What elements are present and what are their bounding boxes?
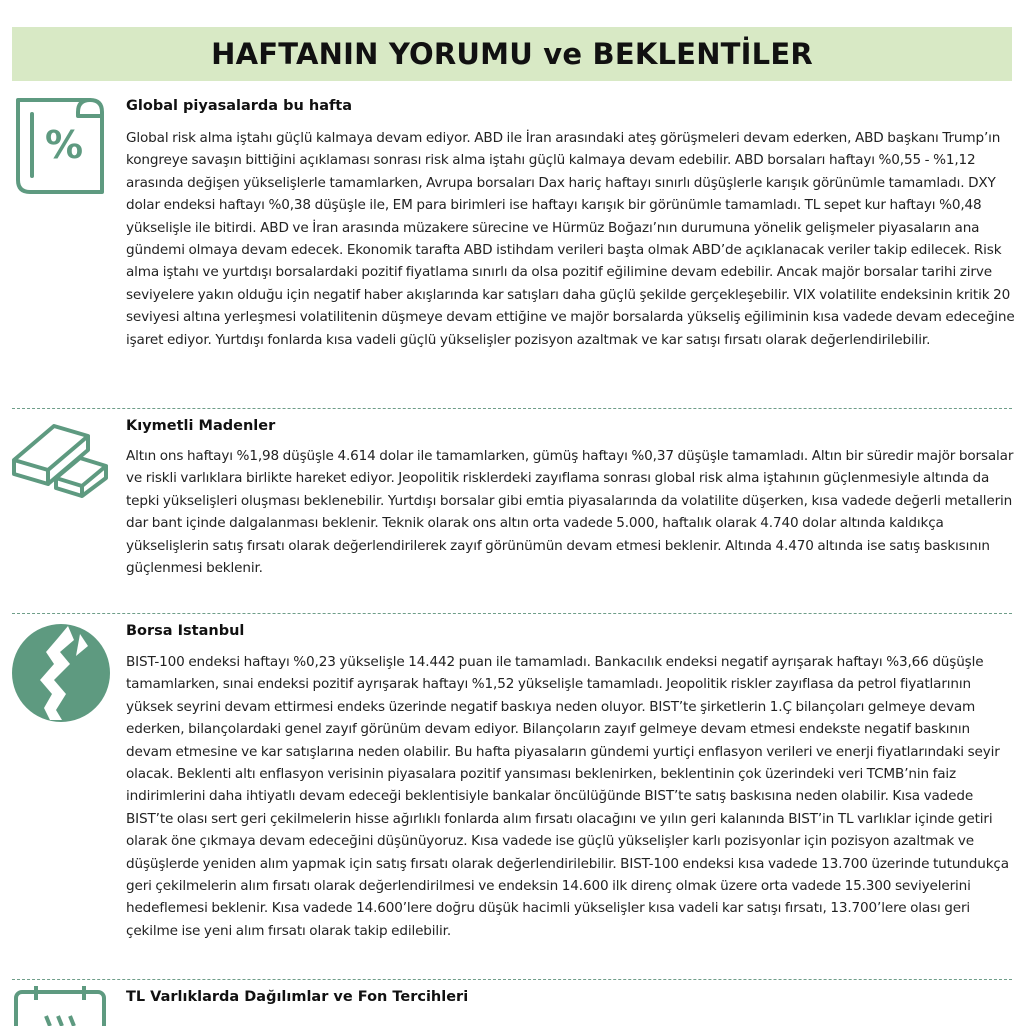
percent-scroll-icon [10, 96, 110, 196]
title-banner [12, 27, 1012, 81]
section-body: BIST-100 endeksi haftayı %0,23 yükselişle 14.442 puan ile tamamladı. Bankacılık endeksi negatif ayrışarak haftayı %3,66 düşüşle tamamlarken, sınai endeksi pozitif ayrışarak haftayı %1,52 yükselişle tamamladı. Jeopolitik riskler zayıflasa da petrol fiyatlarının yüksek seyrini devam ettirmesi endeks üzerinde negatif baskıya neden oluyor. BIST’te şirketlerin 1.Ç bilançoları gelmeye devam ederken, bilançolardaki genel zayıf görünüm devam ediyor. Bilançoların zayıf gelmeye devam etmesi endekste negatif baskının devam etmesine ve kar satışlarına neden olabilir. Bu hafta piyasaların gündemi yurtiçi enflasyon verileri ve enerji fiyatlarındaki seyir olacak. Beklenti altı enflasyon verisinin piyasalara pozitif yansıması beklenirken, beklentinin çok üzerindeki veri TCMB’nin faiz indirimlerini daha ihtiyatlı devam edeceği beklentisiyle bankalar öncülüğünde BIST’te satış baskısına neden olabilir. Kısa vadede BIST’te olası sert geri çekilmelerin hisse ağırlıklı fonlarda alım fırsatı olacağını ve yılın geri kalanında BIST’in TL varlıklar içinde getiri olarak öne çıkmaya devam edeceğini düşünüyoruz. Kısa vadede ise güçlü yükselişler karlı pozisyonlar için pozisyon azaltmak ve düşüşlerde yeniden alım yapmak için satış fırsatı olarak değerlendirilebilir. BIST-100 endeksi kısa vadede 13.700 üzerinde tutundukça geri çekilmelerin alım fırsatı olarak değerlendirilmesi ve endeksin 14.600 ilk direnç olmak üzere orta vadede 15.300 seviyelerini hedeflemesi beklenir. Kısa vadede 14.600’lere doğru düşük hacimli yükselişler kısa vadeli kar satışı fırsatı, 13.700’lere olası geri çekilme ise yeni alım fırsatı olarak takip edilebilir. [126, 654, 1009, 939]
svg-text:%: % [44, 123, 84, 167]
section-body: Global risk alma iştahı güçlü kalmaya devam ediyor. ABD ile İran arasındaki ateş görüşmeleri devam ederken, ABD başkanı Trump’ın kongreye savaşın bittiğini açıklaması sonrası risk alma iştahı güçlü kalmaya devam edebilir. ABD borsaları haftayı %0,55 - %1,12 arasında değişen yükselişlerle tamamlarken, Avrupa borsaları Dax hariç haftayı sınırlı düşüşlerle karışık görünümle tamamladı. DXY dolar endeksi haftayı %0,38 düşüşle ile, EM para birimleri ise haftayı karışık bir görünümle tamamladı. TL sepet kur haftayı %0,48 yükselişle ile bitirdi. ABD ve İran arasında müzakere sürecine ve Hürmüz Boğazı’nın durumuna yönelik gelişmeler piyasaların ana gündemi olmaya devam edecek. Ekonomik tarafta ABD istihdam verileri başta olmak ABD’de açıklanacak veriler takip edilecek. Risk alma iştahı ve yurtdışı borsalardaki pozitif fiyatlama sınırlı da olsa pozitif eğilimine devam edebilir. Ancak majör borsalar tarihi zirve seviyelere yakın olduğu için negatif haber akışlarında kar satışları daha güçlü şekilde gerçekleşebilir. VIX volatilite endeksinin kritik 20 seviyesi altına yerleşmesi volatilitenin düşmeye devam ettiğine ve majör borsalarda yükseliş eğiliminin kısa vadede devam edeceğine işaret ediyor. Yurtdışı fonlarda kısa vadeli güçlü yükselişler pozisyon azaltmak ve kar satışı fırsatı olarak değerlendirilebilir. [126, 130, 1015, 348]
gold-bars-icon [10, 418, 114, 498]
section-title: TL Varlıklarda Dağılımlar ve Fon Tercihleri [126, 989, 469, 1005]
section-title: Global piyasalarda bu hafta [126, 98, 353, 114]
section-divider [12, 613, 1012, 614]
page-title: HAFTANIN YORUMU ve BEKLENTİLER [211, 37, 813, 71]
section-divider [12, 979, 1012, 980]
section-title: Borsa Istanbul [126, 623, 245, 639]
section-title: Kıymetli Madenler [126, 418, 276, 434]
calendar-icon [10, 986, 110, 1026]
borsa-istanbul-logo-icon [10, 622, 112, 724]
section-body: Altın ons haftayı %1,98 düşüşle 4.614 dolar ile tamamlarken, gümüş haftayı %0,37 düşüşle tamamladı. Altın bir süredir majör borsalar ve riskli varlıklara birlikte hareket ediyor. Jeopolitik risklerdeki zayıflama sonrası global risk alma iştahının güçlenmesiyle altında da tepki yükselişleri oluşması beklenebilir. Yurtdışı borsalar gibi emtia piyasalarında da volatilite düşerken, kısa vadede değerli metallerin dar bant içinde dalgalanması beklenir. Teknik olarak ons altın orta vadede 5.000, haftalık olarak 4.740 dolar altında kaldıkça yükselişlerin satış fırsatı olarak değerlendirilerek zayıf görünümün devam etmesi beklenir. Altında 4.470 altında ise satış baskısının güçlenmesi beklenir. [126, 448, 1014, 577]
section-divider [12, 408, 1012, 409]
